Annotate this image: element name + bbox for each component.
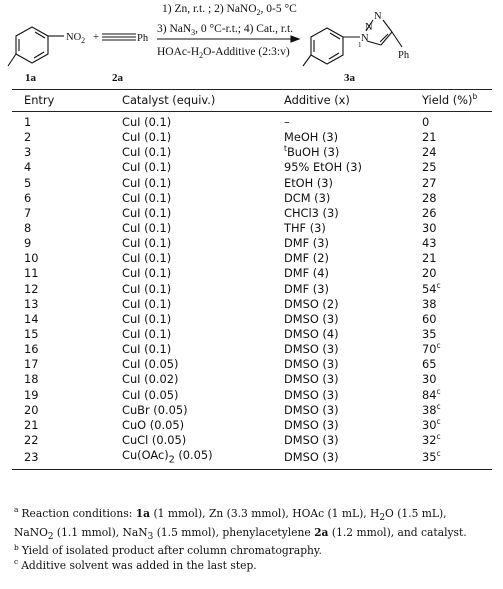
footnote-c: $^c$ Additive solvent was added in the last step.	[14, 557, 257, 572]
plus-sign: +	[93, 32, 99, 43]
cell-catalyst: CuI (0.1)	[122, 251, 172, 266]
cell-entry: 19	[24, 387, 39, 402]
conditions-line-3: HOAc-$H_2O$-Additive (2:3:v)	[157, 46, 290, 60]
cell-entry: 18	[24, 372, 39, 387]
cell-yield: 30	[422, 221, 437, 236]
cell-entry: 6	[24, 190, 32, 205]
phenyl-text-2a: Ph	[137, 33, 149, 44]
cell-additive: MeOH (3)	[284, 130, 339, 145]
cell-catalyst: CuI (0.1)	[122, 221, 172, 236]
cell-additive: DMSO (3)	[284, 433, 339, 448]
table-row	[12, 312, 492, 327]
cell-additive: CHCl3 (3)	[284, 205, 339, 220]
table-row	[12, 357, 492, 372]
cell-catalyst: CuI (0.05)	[122, 357, 179, 372]
table-row	[12, 130, 492, 145]
table-row	[12, 236, 492, 251]
header-additive: Additive (x)	[272, 90, 410, 112]
cell-yield: 30$^c$	[422, 417, 441, 432]
cell-entry: 8	[24, 221, 32, 236]
cell-catalyst: CuI (0.1)	[122, 327, 172, 342]
cell-yield: 84$^c$	[422, 387, 441, 402]
reaction-scheme	[0, 0, 503, 86]
cell-yield: 60	[422, 311, 437, 326]
cell-yield: 35$^c$	[410, 448, 492, 470]
cell-additive: DMSO (4)	[284, 327, 339, 342]
cell-yield: 26	[422, 205, 437, 220]
optimization-table	[12, 89, 492, 470]
cell-yield: 65	[422, 357, 437, 372]
footnote-a: $^a$ Reaction conditions: 1a (1 mmol), Zn (3.3 mmol), HOAc (1 mL), $H_2O$ (1.5 mL),	[14, 505, 447, 524]
cell-entry: 22	[24, 433, 39, 448]
cell-catalyst: CuBr (0.05)	[122, 402, 188, 417]
footnote-mark: c	[436, 449, 441, 459]
table-row	[12, 176, 492, 191]
table-footnotes	[14, 507, 494, 573]
cell-yield: 30	[422, 372, 437, 387]
conditions-line-1: 1) Zn, r.t. ; 2) NaNO$_2$, 0-5 °C	[162, 3, 297, 17]
conditions-line-2: 3) NaN$_3$, 0 °C-r.t.; 4) Cat., r.t.	[157, 23, 294, 37]
cell-additive: DMSO (3)	[284, 311, 339, 326]
cell-yield: 43	[422, 236, 437, 251]
cell-catalyst: CuI (0.1)	[122, 190, 172, 205]
table-row	[12, 145, 492, 160]
table-row	[12, 221, 492, 236]
cell-entry: 3	[24, 145, 32, 160]
cell-entry: 5	[24, 175, 32, 190]
table-row	[12, 297, 492, 312]
table-row	[12, 327, 492, 342]
cell-additive: DMSO (3)	[284, 387, 339, 402]
cell-yield: 24	[422, 145, 437, 160]
footnote-mark: c	[436, 402, 441, 411]
cell-additive: DMF (4)	[284, 266, 329, 281]
cell-additive: EtOH (3)	[284, 175, 333, 190]
cell-additive: –	[284, 115, 290, 130]
cell-catalyst: CuI (0.1)	[122, 175, 172, 190]
reaction-arrow	[157, 36, 299, 42]
cell-entry: 16	[24, 342, 39, 357]
cell-catalyst: CuCl (0.05)	[122, 433, 187, 448]
cell-entry: 15	[24, 327, 39, 342]
triazole-n3: N	[374, 11, 382, 22]
cell-entry: 21	[24, 417, 39, 432]
cell-additive: $^t$BuOH (3)	[284, 145, 340, 160]
table-row	[12, 433, 492, 448]
cell-catalyst: CuI (0.1)	[122, 205, 172, 220]
nitro-group-text: $NO_2$	[66, 32, 86, 45]
cell-entry: 9	[24, 236, 32, 251]
cell-additive: DMF (3)	[284, 281, 329, 296]
cell-additive: DMSO (3)	[284, 342, 339, 357]
cell-yield: 20	[422, 266, 437, 281]
cell-entry: 1	[24, 115, 32, 130]
cell-yield: 25	[422, 160, 437, 175]
cell-entry: 23	[12, 448, 110, 470]
table-header-row	[12, 90, 492, 112]
cell-additive: DCM (3)	[284, 190, 331, 205]
table-row	[12, 388, 492, 403]
cell-entry: 12	[24, 281, 39, 296]
cell-catalyst: $Cu(OAc)_2$ (0.05)	[110, 448, 272, 470]
cell-catalyst: CuI (0.05)	[122, 387, 179, 402]
table-row	[12, 342, 492, 357]
header-catalyst: Catalyst (equiv.)	[110, 90, 272, 112]
table-row	[12, 418, 492, 433]
cell-catalyst: CuI (0.1)	[122, 311, 172, 326]
cell-additive: DMSO (3)	[284, 402, 339, 417]
cell-catalyst: CuI (0.1)	[122, 145, 172, 160]
cell-entry: 14	[24, 311, 39, 326]
footnote-mark: c	[436, 417, 441, 427]
table-row	[12, 282, 492, 297]
cell-additive: THF (3)	[284, 221, 326, 236]
cell-yield: 35	[422, 327, 437, 342]
cell-catalyst: CuI (0.1)	[122, 342, 172, 357]
label-1a: 1a	[25, 72, 36, 84]
cell-yield: 21	[422, 130, 437, 145]
cell-catalyst: CuI (0.1)	[122, 281, 172, 296]
header-yield: Yield (%)$^b$	[410, 90, 492, 112]
phenyl-text-3a: Ph	[398, 50, 410, 61]
footnote-a-continued: NaNO$_2$ (1.1 mmol), NaN$_3$ (1.5 mmol), phenylacetylene 2a (1.2 mmol), and catalyst.	[14, 525, 467, 542]
cell-entry: 20	[24, 402, 39, 417]
table-row	[12, 191, 492, 206]
cell-additive: 95% EtOH (3)	[284, 160, 362, 175]
cell-yield: 54$^c$	[422, 281, 441, 296]
cell-yield: 28	[422, 190, 437, 205]
table-row	[12, 160, 492, 175]
cell-catalyst: CuI (0.02)	[122, 372, 179, 387]
header-entry: Entry	[12, 90, 110, 112]
structure-2a	[102, 34, 136, 40]
cell-additive: DMSO (3)	[284, 417, 339, 432]
label-2a: 2a	[112, 72, 123, 84]
cell-entry: 4	[24, 160, 32, 175]
table-row	[12, 206, 492, 221]
triazole-n2: N	[365, 22, 373, 33]
table-row	[12, 372, 492, 387]
table-body	[12, 112, 492, 470]
cell-additive: DMSO (3)	[284, 357, 339, 372]
cell-additive: DMF (2)	[284, 251, 329, 266]
label-3a: 3a	[344, 72, 355, 84]
table-row	[12, 266, 492, 281]
table-row	[12, 251, 492, 266]
footnote-mark: c	[436, 432, 441, 442]
cell-catalyst: CuI (0.1)	[122, 160, 172, 175]
table-row	[12, 403, 492, 418]
cell-entry: 11	[24, 266, 39, 281]
cell-yield: 0	[422, 115, 430, 130]
cell-additive: DMSO (3)	[284, 372, 339, 387]
cell-additive: DMF (3)	[284, 236, 329, 251]
footnote-mark: c	[436, 387, 441, 396]
structure-3a	[303, 20, 402, 66]
ring-locant: 1	[358, 41, 362, 49]
cell-entry: 10	[24, 251, 39, 266]
cell-catalyst: CuI (0.1)	[122, 266, 172, 281]
cell-catalyst: CuI (0.1)	[122, 236, 172, 251]
cell-entry: 7	[24, 205, 32, 220]
cell-yield: 38	[422, 296, 437, 311]
cell-catalyst: CuI (0.1)	[122, 130, 172, 145]
cell-yield: 21	[422, 251, 437, 266]
cell-yield: 38$^c$	[422, 402, 441, 417]
cell-additive: DMSO (3)	[272, 448, 410, 470]
structure-1a	[8, 27, 64, 66]
cell-entry: 13	[24, 296, 39, 311]
cell-entry: 17	[24, 357, 39, 372]
footnote-mark: c	[436, 342, 441, 351]
footnote-mark: c	[436, 281, 441, 290]
triazole-n1: N	[361, 33, 369, 44]
footnote-b: $^b$ Yield of isolated product after column chromatography.	[14, 542, 322, 558]
cell-additive: DMSO (2)	[284, 296, 339, 311]
cell-yield: 32$^c$	[422, 432, 441, 448]
table-row	[12, 112, 492, 131]
cell-catalyst: CuO (0.05)	[122, 417, 185, 432]
cell-catalyst: CuI (0.1)	[122, 115, 172, 130]
cell-catalyst: CuI (0.1)	[122, 296, 172, 311]
footnote-mark: b	[472, 92, 478, 102]
cell-yield: 70$^c$	[422, 342, 441, 357]
cell-entry: 2	[24, 130, 32, 145]
cell-yield: 27	[422, 175, 437, 190]
table-row	[12, 448, 492, 470]
